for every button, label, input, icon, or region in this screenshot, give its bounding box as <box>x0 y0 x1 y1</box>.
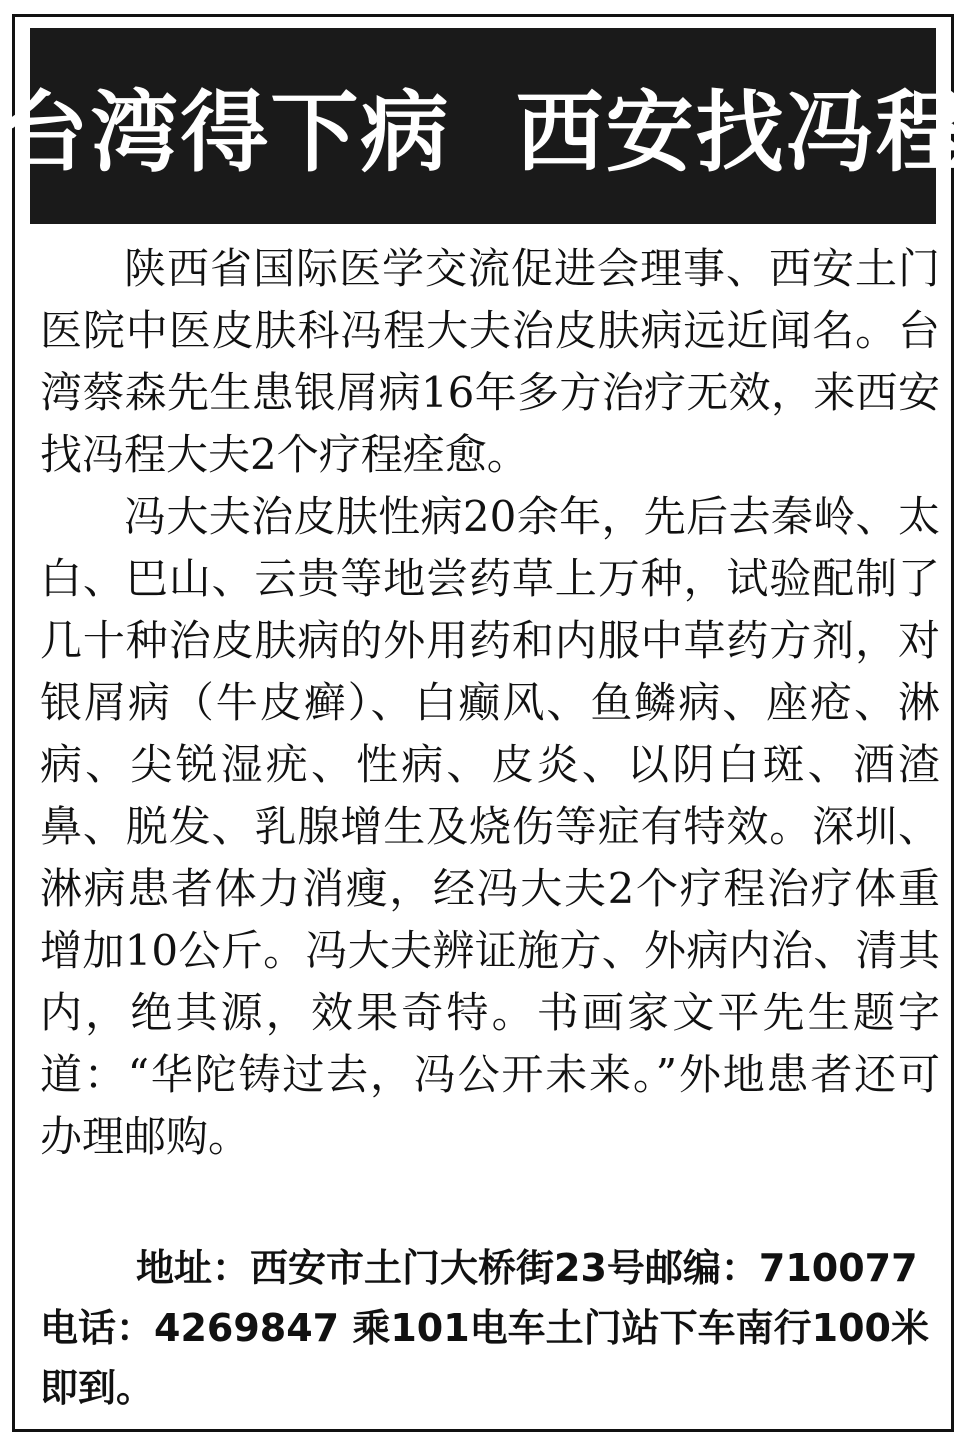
address-line: 地址：西安市土门大桥街23号邮编：710077 <box>136 1246 918 1290</box>
headline-banner <box>0 28 966 224</box>
headline-text: 台湾得下病 西安找冯程 <box>0 81 966 184</box>
paragraph-intro: 陕西省国际医学交流促进会理事、西安土门医院中医皮肤科冯程大夫治皮肤病远近闻名。台湾蔡森先生患银屑病16年多方治疗无效，来西安找冯程大夫2个疗程痊愈。 <box>40 244 940 479</box>
paragraph-treatment: 冯大夫治皮肤性病20余年，先后去秦岭、太白、巴山、云贵等地尝药草上万种，试验配制了几十种治皮肤病的外用药和内服中草药方剂，对银屑病（牛皮癣）、白癫风、鱼鳞病、座疮、淋病、尖锐湿疣、性病、皮炎、以阴白斑、酒渣鼻、脱发、乳腺增生及烧伤等症有特效。深圳、淋病患者体力消瘦，经冯大夫2个疗程治疗体重增加10公斤。冯大夫辨证施方、外病内治、清其内，绝其源，效果奇特。书画家文平先生题字道：“华陀铸过去，冯公开未来。”外地患者还可办理邮购。 <box>40 492 940 1161</box>
phone-directions-line: 电话：4269847 乘101电车土门站下车南行100米即到。 <box>40 1306 929 1410</box>
article-body <box>40 238 940 1168</box>
contact-block <box>40 1238 940 1418</box>
